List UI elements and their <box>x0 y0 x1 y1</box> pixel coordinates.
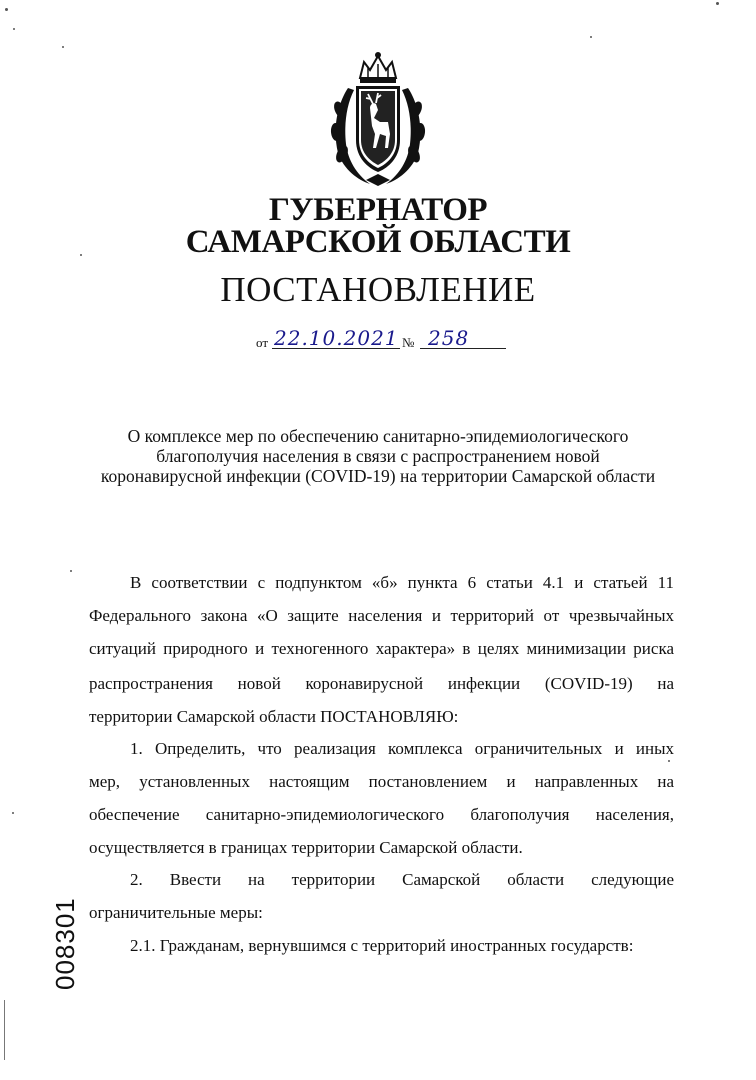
body-line: территории Самарской области ПОСТАНОВЛЯЮ: <box>89 707 459 726</box>
body-line: осуществляется в границах территории Самарской области. <box>89 838 523 857</box>
body-line: 1. Определить, что реализация комплекса ограничительных и иных <box>130 739 674 758</box>
body-line: ситуаций природного и техногенного характера» в целях минимизации риска <box>89 639 674 658</box>
body-line: ограничительные меры: <box>89 903 263 922</box>
margin-registration-stamp: 008301 <box>50 897 80 990</box>
date-label: от <box>256 335 269 350</box>
document-type-heading: ПОСТАНОВЛЕНИЕ <box>220 270 536 309</box>
scan-speck <box>590 36 592 38</box>
body-line: 2. Ввести на территории Самарской области следующие <box>130 870 674 889</box>
crown-icon <box>360 52 396 83</box>
scan-edge-line <box>4 1000 5 1060</box>
scan-speck <box>716 2 719 5</box>
number-label: № <box>402 335 415 350</box>
body-line: мер, установленных настоящим постановлением и направленных на <box>89 772 674 791</box>
body-line: обеспечение санитарно-эпидемиологического благополучия населения, <box>89 805 674 824</box>
body-line: В соответствии с подпунктом «б» пункта 6 статьи 4.1 и статьей 11 <box>130 573 674 592</box>
scan-speck <box>12 812 14 814</box>
scan-speck <box>80 254 82 256</box>
shield-icon <box>356 86 400 172</box>
body-line: Федерального закона «О защите населения и территорий от чрезвычайных <box>89 606 674 625</box>
handwritten-date: 22.10.2021 <box>274 326 399 350</box>
subject-line: коронавирусной инфекции (COVID-19) на территории Самарской области <box>100 466 656 486</box>
scan-speck <box>13 28 15 30</box>
document-subject <box>60 426 696 486</box>
scan-speck <box>70 570 72 572</box>
coat-of-arms-emblem <box>318 48 438 188</box>
scan-speck <box>668 760 670 762</box>
scan-speck <box>62 46 64 48</box>
body-line: распространения новой коронавирусной инфекции (COVID-19) на <box>89 674 674 693</box>
handwritten-number: 258 <box>428 326 470 350</box>
issuer-title-line-1: ГУБЕРНАТОР <box>268 192 488 228</box>
subject-line: О комплексе мер по обеспечению санитарно-эпидемиологического <box>127 426 629 446</box>
subject-line: благополучия населения в связи с распространением новой <box>156 446 600 466</box>
issuer-title-line-2: САМАРСКОЙ ОБЛАСТИ <box>185 224 571 260</box>
date-and-number-line <box>256 326 516 352</box>
body-line: 2.1. Гражданам, вернувшимся с территорий иностранных государств: <box>130 936 634 955</box>
scan-speck <box>5 8 8 11</box>
